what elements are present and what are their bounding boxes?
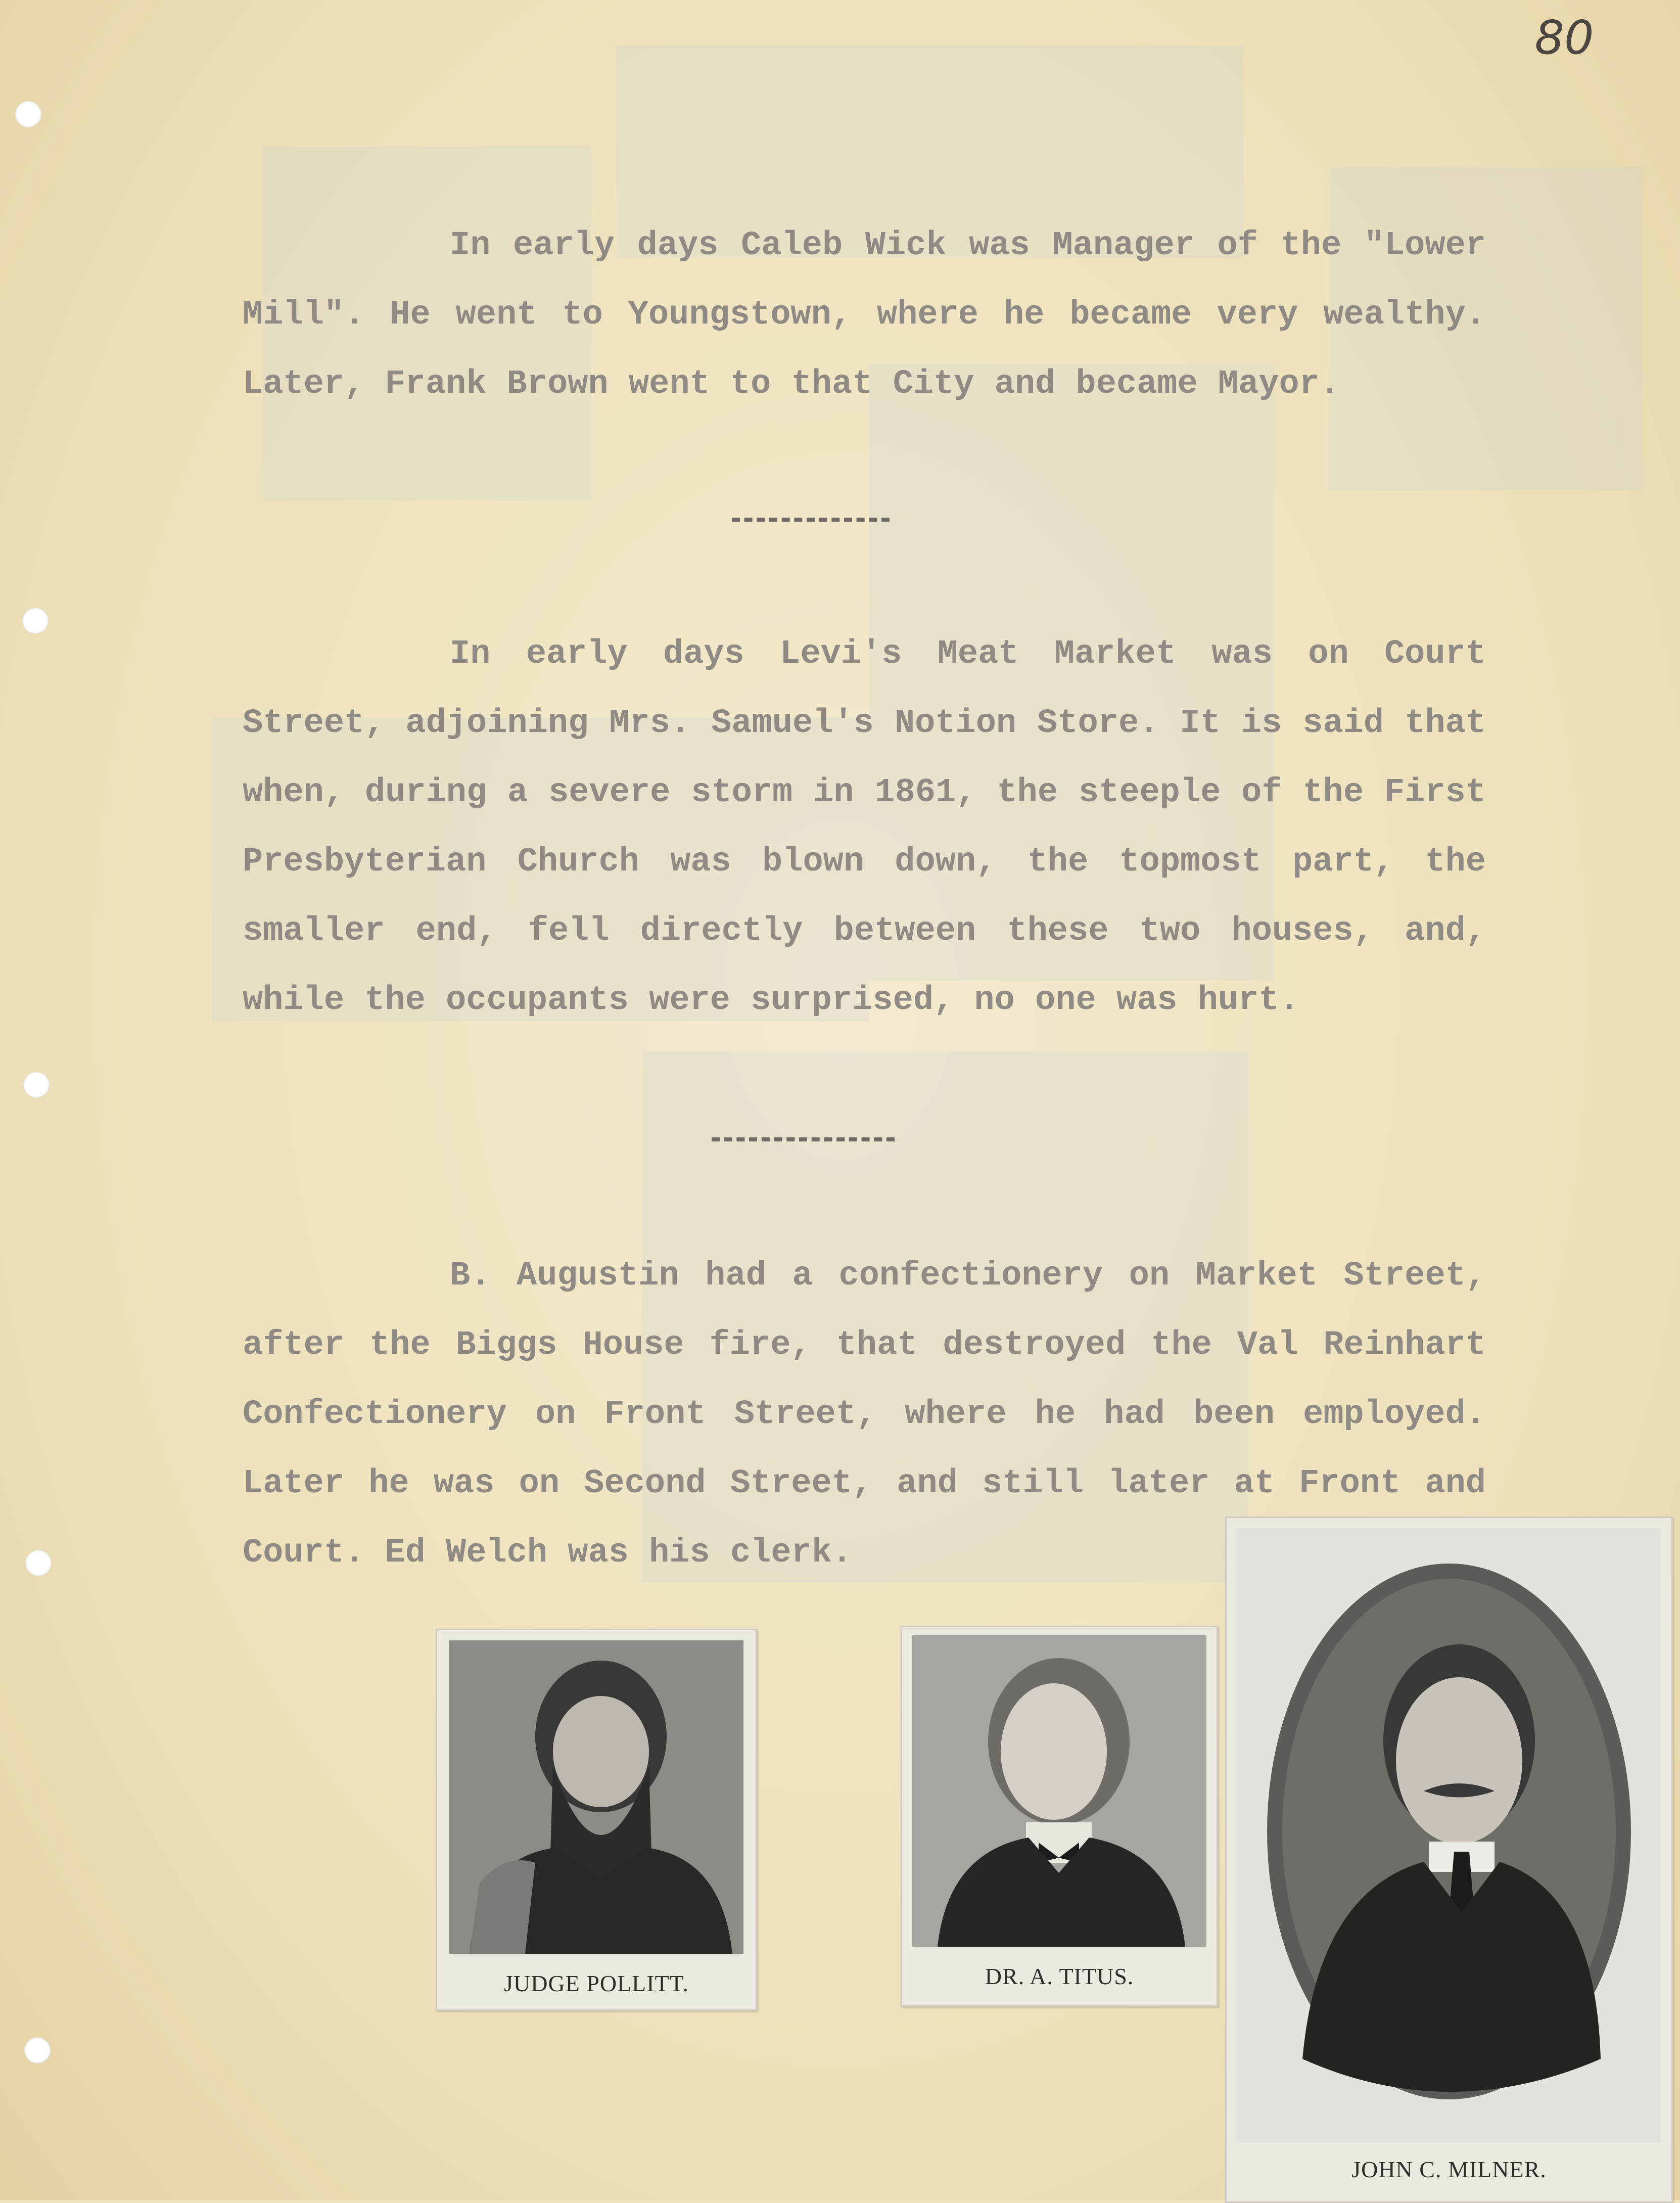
punch-hole: [15, 101, 41, 127]
portrait-caption: JUDGE POLLITT.: [504, 1970, 689, 1996]
paragraph-confectionery: B. Augustin had a confectionery on Market Street, after the Biggs House fire, that destroyed the Val Reinhart Confectionery on Front Street, where he had been employed. Later he was on Second Street, and still later at Front and Court. Ed Welch was his clerk.: [243, 1257, 1486, 1572]
section-divider: [712, 1137, 895, 1141]
portrait-clipping-pollitt: [436, 1629, 757, 2011]
paragraph-meat-market: In early days Levi's Meat Market was on Court Street, adjoining Mrs. Samuel's Notion Store. It is said that when, during a severe storm in 1861, the steeple of the First Presbyterian Church was blown down, the topmost part, the smaller end, fell directly between these two houses, and, while the occupants were surprised, no one was hurt.: [243, 635, 1486, 1020]
portrait-clipping-milner: [1225, 1517, 1673, 2203]
punch-hole: [22, 608, 49, 634]
portrait-caption: JOHN C. MILNER.: [1351, 2156, 1547, 2182]
punch-hole: [23, 1072, 50, 1098]
portrait-photo: [449, 1640, 743, 1954]
section-divider: [732, 518, 890, 522]
punch-hole: [24, 2037, 51, 2063]
page-number: 80: [1534, 11, 1594, 65]
portrait-photo: [1237, 1528, 1660, 2143]
punch-hole: [25, 1550, 52, 1576]
portrait-photo: [912, 1635, 1206, 1947]
portrait-caption: DR. A. TITUS.: [985, 1963, 1134, 1989]
portrait-clipping-titus: [901, 1626, 1218, 2007]
paragraph-lower-mill: In early days Caleb Wick was Manager of the "Lower Mill". He went to Youngstown, where he became very wealthy. Later, Frank Brown went to that City and became Mayor.: [243, 226, 1486, 403]
